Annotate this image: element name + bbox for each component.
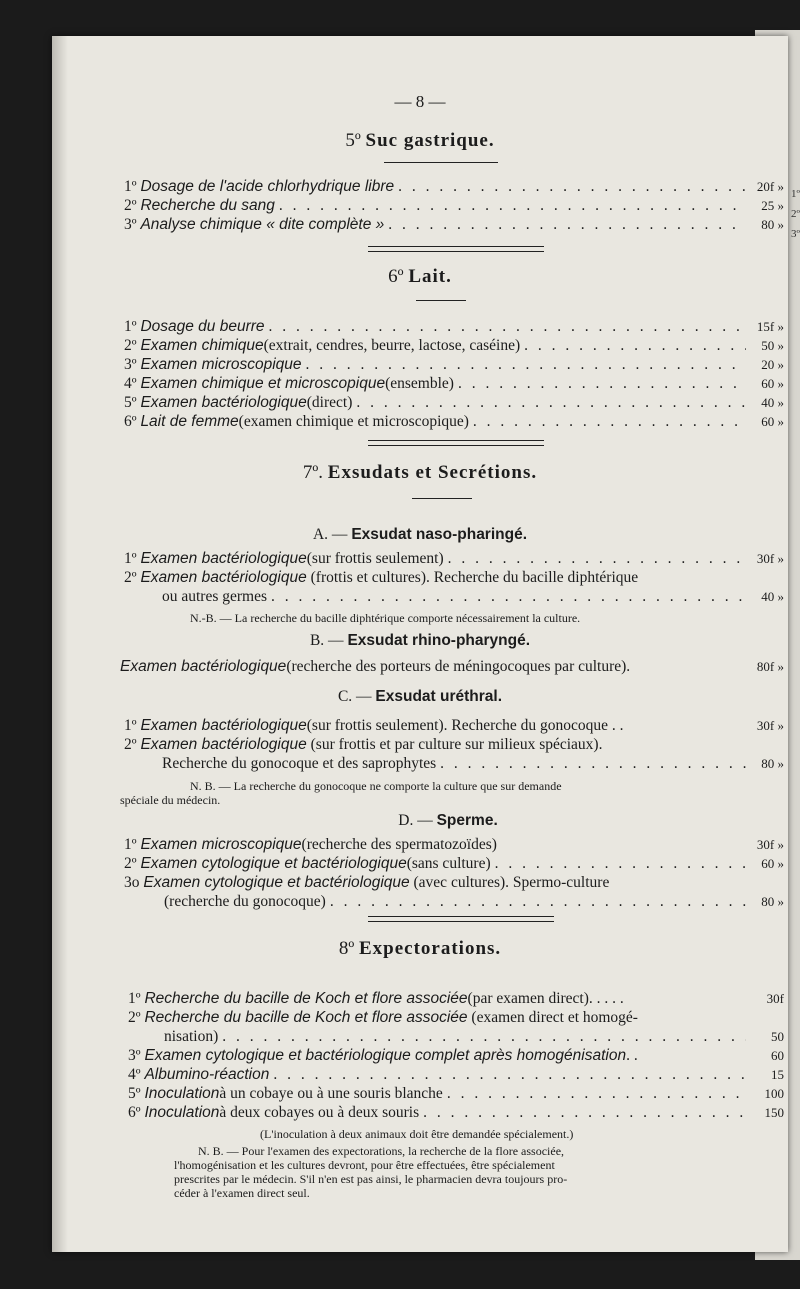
item-price: 60 »	[761, 376, 784, 391]
item-detail: (recherche du gonocoque)	[164, 893, 326, 910]
list-item	[120, 658, 784, 676]
subsection-b-heading	[52, 632, 788, 650]
item-price: 80 »	[761, 756, 784, 771]
item-detail: à deux cobayes ou à deux souris	[219, 1104, 420, 1121]
item-label: Dosage de l'acide chlorhydrique libre	[140, 178, 395, 195]
list-item	[124, 550, 784, 568]
item-label: Recherche du bacille de Koch et flore associée	[144, 990, 468, 1007]
list-item	[124, 717, 784, 735]
subsection-letter: C. —	[337, 688, 372, 705]
section-number: 7º.	[302, 462, 324, 483]
note: N. B. — Pour l'examen des expectorations, la recherche de la flore associée,	[198, 1144, 565, 1158]
dot-leader	[222, 1028, 746, 1046]
list-item	[124, 337, 784, 355]
margin-mark: 2º	[791, 208, 800, 220]
section-5-heading	[52, 130, 788, 152]
item-number: 1º	[124, 717, 137, 734]
list-item	[124, 413, 784, 431]
item-number: 5º	[124, 394, 137, 411]
item-number: 2º	[124, 855, 137, 872]
item-detail: (sur frottis et par culture sur milieux spéciaux).	[306, 736, 603, 753]
list-item	[124, 197, 784, 215]
item-detail: (extrait, cendres, beurre, lactose, caséine)	[263, 337, 521, 354]
dot-leader	[330, 893, 746, 911]
dot-leader	[495, 855, 746, 873]
item-label: Analyse chimique « dite complète »	[140, 216, 385, 233]
item-number: 3º	[128, 1047, 141, 1064]
item-number: 1º	[124, 318, 137, 335]
subsection-letter: A. —	[312, 526, 348, 543]
item-detail: (frottis et cultures). Recherche du bacille diphtérique	[306, 569, 639, 586]
item-price: 30f »	[756, 837, 784, 852]
note: spéciale du médecin.	[120, 793, 221, 807]
item-label: Examen chimique	[140, 337, 264, 354]
dot-leader	[269, 318, 746, 336]
item-price: 100	[764, 1086, 784, 1101]
section-8-heading	[52, 938, 788, 960]
item-label: Examen microscopique	[140, 836, 302, 853]
list-item	[164, 1028, 784, 1046]
item-number: 2º	[128, 1009, 141, 1026]
subsection-title: Sperme.	[436, 812, 498, 829]
item-label: Dosage du beurre	[140, 318, 265, 335]
item-detail: (direct)	[306, 394, 353, 411]
item-number: 3o	[124, 874, 140, 891]
dot-leader	[271, 588, 746, 606]
subsection-title: Exsudat uréthral.	[375, 688, 503, 705]
section-number: 5º	[345, 130, 361, 151]
divider	[416, 300, 466, 301]
note: l'homogénisation et les cultures devront, pour être effectuées, être spécialement	[174, 1158, 555, 1172]
item-price: 30f »	[756, 718, 784, 733]
item-label: Albumino-réaction	[144, 1066, 270, 1083]
item-price: 60 »	[761, 414, 784, 429]
item-price: 30f	[766, 991, 784, 1006]
item-detail: (recherche des porteurs de méningocoques par culture).	[286, 658, 631, 675]
list-item	[128, 1066, 784, 1084]
item-label: Recherche du sang	[140, 197, 275, 214]
list-item	[128, 1085, 784, 1103]
item-price: 60	[771, 1048, 784, 1063]
item-price: 25 »	[761, 198, 784, 213]
dot-leader	[356, 394, 746, 412]
section-title: Expectorations.	[358, 938, 502, 959]
item-number: 6º	[128, 1104, 141, 1121]
dot-leader	[388, 216, 746, 234]
list-item	[124, 178, 784, 196]
note: N.-B. — La recherche du bacille diphtérique comporte nécessairement la culture.	[190, 611, 581, 625]
double-divider	[368, 440, 544, 446]
item-number: 1º	[124, 836, 137, 853]
item-number: 2º	[124, 736, 137, 753]
list-item	[124, 356, 784, 374]
dot-leader	[306, 356, 746, 374]
item-detail: (avec cultures). Spermo-culture	[409, 874, 610, 891]
list-item	[128, 1104, 784, 1122]
item-number: 4º	[124, 375, 137, 392]
list-item	[128, 1047, 784, 1065]
subsection-letter: B. —	[309, 632, 344, 649]
list-item	[162, 588, 784, 606]
list-item	[162, 755, 784, 773]
item-number: 4º	[128, 1066, 141, 1083]
item-label: Examen bactériologique	[140, 736, 307, 753]
section-number: 8º	[338, 938, 355, 959]
item-price: 15	[771, 1067, 784, 1082]
section-title: Exsudats et Secrétions.	[327, 462, 538, 483]
list-item	[124, 375, 784, 393]
page-number: — 8 —	[394, 92, 446, 111]
list-item	[124, 318, 784, 336]
section-title: Lait.	[408, 266, 452, 287]
item-detail: (recherche des spermatozoïdes)	[301, 836, 497, 853]
item-number: 1º	[124, 178, 137, 195]
item-number: 2º	[124, 337, 137, 354]
item-label: Examen cytologique et bactériologique complet après homogénisation	[144, 1047, 627, 1064]
item-label: Examen cytologique et bactériologique	[140, 855, 407, 872]
item-label: Lait de femme	[140, 413, 239, 430]
item-number: 2º	[124, 569, 137, 586]
dot-leader	[440, 755, 746, 773]
dot-leader	[279, 197, 746, 215]
section-6-heading	[52, 266, 788, 288]
list-item-text	[128, 1009, 638, 1027]
item-label: Examen bactériologique	[120, 658, 287, 675]
item-detail: Recherche du gonocoque et des saprophytes	[162, 755, 437, 772]
item-detail: (ensemble)	[385, 375, 454, 392]
dot-leader	[423, 1104, 746, 1122]
subsection-title: Exsudat naso-pharingé.	[351, 526, 528, 543]
item-detail: à un cobaye ou à une souris blanche	[219, 1085, 443, 1102]
subsection-c-heading	[52, 688, 788, 706]
subsection-letter: D. —	[398, 812, 433, 829]
item-number: 5º	[128, 1085, 141, 1102]
list-item-text	[124, 569, 638, 587]
list-item	[124, 216, 784, 234]
dot-leader	[448, 550, 746, 568]
note: céder à l'examen direct seul.	[174, 1186, 310, 1200]
item-price: 20f »	[756, 179, 784, 194]
item-number: 6º	[124, 413, 137, 430]
item-detail: ou autres germes	[162, 588, 268, 605]
section-7-heading	[52, 462, 788, 484]
dot-leader	[473, 413, 746, 431]
dot-leader	[273, 1066, 746, 1084]
subsection-a-heading	[52, 526, 788, 544]
item-label: Examen bactériologique	[140, 717, 307, 734]
item-price: 80f »	[756, 659, 784, 674]
item-label: Examen bactériologique	[140, 394, 307, 411]
item-detail: (sur frottis seulement). Recherche du gonocoque . .	[306, 717, 624, 734]
item-detail: (examen direct et homogé-	[467, 1009, 638, 1026]
item-price: 150	[764, 1105, 784, 1120]
subsection-title: Exsudat rhino-pharyngé.	[347, 632, 531, 649]
item-number: 3º	[124, 356, 137, 373]
item-price: 30f »	[756, 551, 784, 566]
dot-leader	[458, 375, 746, 393]
list-item	[128, 990, 784, 1008]
item-detail: . .	[626, 1047, 638, 1064]
margin-mark: 3º	[791, 228, 800, 240]
item-number: 1º	[128, 990, 141, 1007]
item-number: 3º	[124, 216, 137, 233]
item-label: Examen bactériologique	[140, 569, 307, 586]
item-price: 80 »	[761, 217, 784, 232]
list-item	[164, 893, 784, 911]
item-detail: nisation)	[164, 1028, 219, 1045]
list-item	[124, 394, 784, 412]
item-label: Examen microscopique	[140, 356, 302, 373]
item-detail: (sur frottis seulement)	[306, 550, 444, 567]
list-item-text	[124, 736, 602, 754]
item-label: Examen cytologique et bactériologique	[143, 874, 410, 891]
item-detail: (sans culture)	[406, 855, 491, 872]
section-title: Suc gastrique.	[365, 130, 495, 151]
document-page	[52, 36, 788, 1252]
dot-leader	[447, 1085, 746, 1103]
list-item	[124, 836, 784, 854]
item-price: 15f »	[756, 319, 784, 334]
dot-leader	[524, 337, 746, 355]
list-item	[124, 855, 784, 873]
note: N. B. — La recherche du gonocoque ne comporte la culture que sur demande	[190, 779, 562, 793]
divider	[412, 498, 472, 499]
margin-mark: 1º	[791, 188, 800, 200]
item-price: 50	[771, 1029, 784, 1044]
item-label: Examen bactériologique	[140, 550, 307, 567]
note: prescrites par le médecin. S'il n'en est pas ainsi, le pharmacien devra toujours pro-	[174, 1172, 568, 1186]
item-price: 40 »	[761, 395, 784, 410]
item-label: Recherche du bacille de Koch et flore associée	[144, 1009, 468, 1026]
item-label: Inoculation	[144, 1085, 220, 1102]
item-number: 2º	[124, 197, 137, 214]
item-detail: (examen chimique et microscopique)	[238, 413, 469, 430]
subsection-d-heading	[52, 812, 800, 830]
double-divider	[368, 246, 544, 252]
item-price: 50 »	[761, 338, 784, 353]
item-price: 60 »	[761, 856, 784, 871]
item-price: 80 »	[761, 894, 784, 909]
item-number: 1º	[124, 550, 137, 567]
note: (L'inoculation à deux animaux doit être demandée spécialement.)	[260, 1127, 574, 1141]
item-detail: (par examen direct). . . . .	[467, 990, 624, 1007]
double-divider	[368, 916, 554, 922]
section-number: 6º	[388, 266, 404, 287]
list-item-text	[124, 874, 609, 892]
item-label: Inoculation	[144, 1104, 220, 1121]
item-label: Examen chimique et microscopique	[140, 375, 386, 392]
dot-leader	[398, 178, 746, 196]
item-price: 40 »	[761, 589, 784, 604]
divider	[384, 162, 498, 163]
item-price: 20 »	[761, 357, 784, 372]
